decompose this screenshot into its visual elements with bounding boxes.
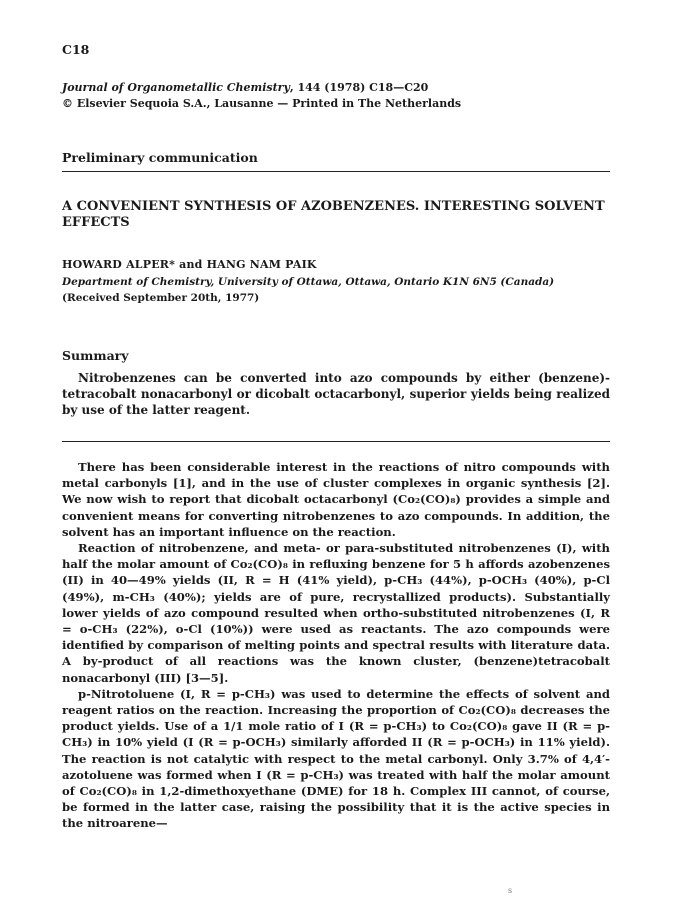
author-affiliation: Department of Chemistry, University of Ottawa, Ottawa, Ontario K1N 6N5 (Canada) — [62, 276, 555, 288]
journal-name: Journal of Organometallic Chemistry — [62, 81, 290, 94]
journal-volume-pages: , 144 (1978) C18—C20 — [289, 81, 429, 94]
section-divider — [62, 171, 610, 172]
summary-text — [62, 370, 610, 419]
journal-citation — [62, 80, 610, 112]
journal-line — [62, 80, 610, 96]
article-authors: HOWARD ALPER* and HANG NAM PAIK — [62, 258, 317, 271]
body-paragraph-3: p-Nitrotoluene (I, R = p-CH₃) was used to determine the effects of solvent and reagent ratios on the reaction. Increasing the proportion of Co₂(CO)₈ decreases the product yields. Use of a 1/1 mole ratio of I (R = p-CH₃) to Co₂(CO)₈ gave II (R = p-CH₃) in 10% yield (I (R = p-OCH₃) similarly afforded II (R = p-OCH₃) in 11% yield). The reaction is not catalytic with respect to the metal carbonyl. Only 3.7% of 4,4′-azotoluene was formed when I (R = p-CH₃) was treated with half the molar amount of Co₂(CO)₈ in 1,2-dimethoxyethane (DME) for 18 h. Complex III cannot, of course, be formed in the latter case, raising the possibility that it is the active species in the nitroarene— — [62, 686, 610, 831]
summary-body: Nitrobenzenes can be converted into azo compounds by either (benzene)-tetracobalt nonacarbonyl or dicobalt octacarbonyl, superior yields being realized by use of the latter reagent. — [62, 371, 610, 418]
summary-divider — [62, 441, 610, 442]
page-number: C18 — [62, 42, 90, 57]
article-title: A CONVENIENT SYNTHESIS OF AZOBENZENES. INTERESTING SOLVENT EFFECTS — [62, 199, 605, 230]
received-date: (Received September 20th, 1977) — [62, 292, 260, 304]
body-paragraph-1: There has been considerable interest in the reactions of nitro compounds with metal carbonyls [1], and in the use of cluster complexes in organic synthesis [2]. We now wish to report that dicobalt octacarbonyl (Co₂(CO)₈) provides a simple and convenient means for converting nitrobenzenes to azo compounds. In addition, the solvent has an important influence on the reaction. — [62, 460, 610, 539]
page-footer-mark: s — [508, 886, 513, 895]
body-paragraph-2: Reaction of nitrobenzene, and meta- or para-substituted nitrobenzenes (I), with half the molar amount of Co₂(CO)₈ in refluxing benzene for 5 h affords azobenzenes (II) in 40—49% yields (II, R = H (41% yield), p-CH₃ (44%), p-OCH₃ (40%), p-Cl (49%), m-CH₃ (40%); yields are of pure, recrystallized products). Substantially lower yields of azo compound resulted when ortho-substituted nitrobenzenes (I, R = o-CH₃ (22%), o-Cl (10%)) were used as reactants. The azo compounds were identified by comparison of melting points and spectral results with literature data. A by-product of all reactions was the known cluster, (benzene)tetracobalt nonacarbonyl (III) [3—5]. — [62, 541, 610, 685]
article-body — [62, 459, 610, 832]
copyright-line: © Elsevier Sequoia S.A., Lausanne — Printed in The Netherlands — [62, 97, 462, 110]
summary-heading: Summary — [62, 348, 129, 363]
section-label: Preliminary communication — [62, 150, 258, 165]
